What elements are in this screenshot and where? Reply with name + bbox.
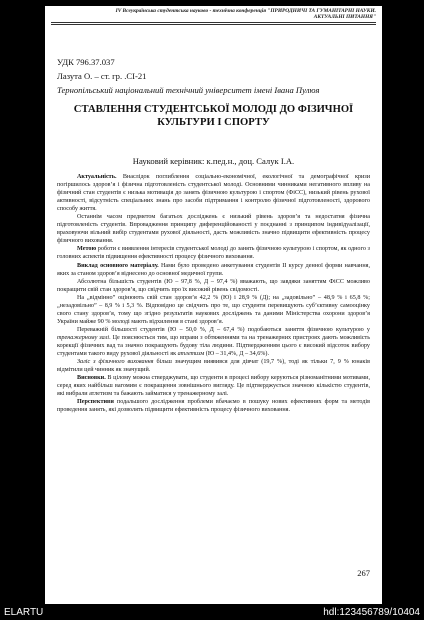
lead-main: Виклад основного матеріалу. — [77, 262, 159, 269]
paragraph-credit: Заліс з фізичного виховання більш значущим виявився для дівчат (19,7 %), тоді як тільки 7, 9 % юнаків відмітили цей чинник як значущий. — [57, 359, 370, 374]
paragraph-majority: Абсолютна більшість студентів (Ю – 97,8 %, Д – 97,4 %) вважають, що завдяки заняттям ФіСС можливо покращити свій стан здоров’я, що свідчить про їх високий рівень свідомості. — [57, 278, 370, 293]
paragraph-prospects: Перспективи подальшого дослідження проблеми вбачаємо в пошуку нових ефективних форм та методів проведення занять, які дозволять підвищити ефективність процесу фізичного виховання. — [57, 399, 370, 414]
paragraph-self-assessment: На „відмінно” оцінюють свій стан здоров’я 42,2 % (Ю) і 28,9 % (Д); на „задовільно” – 48,9 % і 65,8 %; „незадовільно” – 8,9 % і 5,3 %. Відповідно це свідчить про те, що студенти перевищують суб’єктивну самооцінку свого стану здоров’я, тому що згідно результатів наукових досліджень та даними Міністерства охорони здоров’я України майже 90 % молоді мають відхилення в стані здоров’я. — [57, 294, 370, 325]
paragraph-goal: Метою роботи є виявлення інтересів студентської молоді до занять фізичною культурою і спортом, як одного з головних аспектів підвищення ефективності процесу фізичного виховання. — [57, 246, 370, 261]
lead-goal: Метою — [77, 246, 97, 253]
paragraph-conclusions: Висновки. В цілому можна стверджувати, що студенти в процесі вибору керуються різноманітними мотивами, серед яких найбільш вагомим є покращення зовнішнього вигляду. Це підтверджується значною кількістю студентів, які вибрали атлетизм та бажають займатися у тренажерному залі. — [57, 375, 370, 398]
conference-header — [51, 8, 376, 20]
lead-prospects: Перспективи — [77, 399, 114, 406]
lead-conclusions: Висновки. — [77, 375, 106, 382]
header-rule-bottom — [51, 24, 376, 25]
authors: Лазута О. – ст. гр. .СІ-21 — [57, 71, 147, 81]
title-line-2: КУЛЬТУРИ І СПОРТУ — [157, 116, 270, 128]
header-line-2: АКТУАЛЬНІ ПИТАННЯ" — [313, 14, 376, 21]
paragraph-relevance: Актуальність. Внаслідок поглиблення соціально-економічної, екологічної та демографічної кризи погіршилось здоров’я і фізична підготовленість студентської молоді. Основними чинниками негативного впливу на фізичний стан студентів є низька мотивація до занять фізичною культурою і спортом (ФіСС), низький рівень рухової активності, відсутність спеціальних знань про засоби підтримання і контролю фізичної підготовленості, здорового способу життя. — [57, 174, 370, 213]
paragraph-background: Останнім часом предметом багатьох досліджень є низький рівень здоров’я та недостатня фізична підготовленість студентів. Впровадження принципу диференційованості у поєднанні з принципом індивідуалізації, враховуючи вільний вибір студентами рухової діяльності, дасть можливість значно підвищити ефективність процесу фізичного виховання. — [57, 214, 370, 245]
lead-relevance: Актуальність. — [77, 174, 117, 180]
paragraph-gym: Переважній більшості студентів (Ю – 50,0 %, Д – 67,4 %) подобаються заняття фізичною культурою у тренажерному залі. Це пояснюється тим, що вправи з обтяженнями та на тренажерних пристроях дають можливість корекції фізичних вад та значно покращують будову тіла людини. Підтвердженням цього є високий відсоток вибору студентами такого виду рухової діяльності як атлетизм (Ю – 31,4%, Д – 34,6%). — [57, 326, 370, 358]
footer-handle: hdl:123456789/10404 — [323, 607, 420, 618]
affiliation: Тернопільський національний технічний університет імені Івана Пулюя — [57, 85, 320, 95]
header-line-1: IV Всеукраїнська студентська науково - технічна конференція "ПРИРОДНИЧІ ТА ГУМАНІТАРНІ НАУКИ. — [115, 8, 376, 14]
paragraph-main: Виклад основного матеріалу. Нами було проведено анкетування студентів ІІ курсу денної форми навчання, яких за станом здоров’я віднесено до основної медичної групи. — [57, 262, 370, 277]
title-line-1: СТАВЛЕННЯ СТУДЕНТСЬКОЇ МОЛОДІ ДО ФІЗИЧНОЇ — [73, 104, 354, 115]
supervisor: Науковий керівник: к.пед.н., доц. Салук І.А. — [132, 156, 295, 166]
article-title — [65, 104, 362, 129]
article-body — [57, 173, 370, 414]
footer-repository-label: ELARTU — [4, 607, 44, 618]
header-rule-top — [51, 22, 376, 23]
document-page — [45, 6, 382, 604]
page-number: 267 — [357, 568, 370, 578]
udc-code: УДК 796.37.037 — [57, 57, 115, 67]
